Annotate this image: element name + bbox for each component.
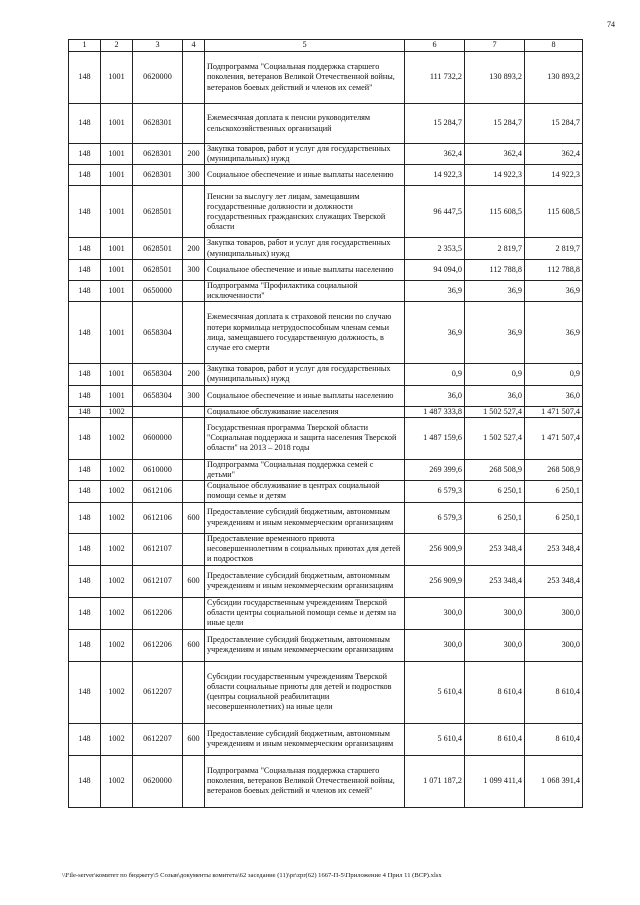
ministry-code-cell: 148 (69, 417, 101, 459)
amount-year2-cell: 1 502 527,4 (465, 417, 525, 459)
target-article-cell: 0650000 (133, 280, 183, 301)
column-number-row (69, 40, 583, 52)
target-article-cell: 0628301 (133, 144, 183, 165)
amount-year1-cell: 256 909,9 (405, 565, 465, 597)
table-row (69, 385, 583, 406)
column-number-4: 4 (183, 40, 205, 52)
description-cell: Ежемесячная доплата к пенсии руководителям сельскохозяйственных организаций (205, 104, 405, 144)
description-cell: Предоставление временного приюта несовершеннолетним в социальных приютах для детей и подростков (205, 533, 405, 565)
target-article-cell: 0658304 (133, 302, 183, 364)
description-cell: Социальное обеспечение и иные выплаты населению (205, 165, 405, 186)
table-row (69, 755, 583, 807)
target-article-cell: 0600000 (133, 417, 183, 459)
amount-year2-cell: 8 610,4 (465, 661, 525, 723)
ministry-code-cell: 148 (69, 280, 101, 301)
section-code-cell: 1002 (101, 565, 133, 597)
amount-year1-cell: 36,0 (405, 385, 465, 406)
column-number-6: 6 (405, 40, 465, 52)
target-article-cell: 0612106 (133, 502, 183, 533)
amount-year3-cell: 115 608,5 (525, 186, 583, 238)
table-row (69, 565, 583, 597)
amount-year3-cell: 268 508,9 (525, 459, 583, 480)
table-row (69, 165, 583, 186)
section-code-cell: 1002 (101, 597, 133, 629)
amount-year2-cell: 112 788,8 (465, 259, 525, 280)
amount-year2-cell: 0,9 (465, 364, 525, 385)
expense-type-cell (183, 280, 205, 301)
amount-year1-cell: 5 610,4 (405, 661, 465, 723)
target-article-cell: 0620000 (133, 52, 183, 104)
description-cell: Предоставление субсидий бюджетным, автономным учреждениям и иным некоммерческим организациям (205, 565, 405, 597)
expense-type-cell (183, 661, 205, 723)
section-code-cell: 1002 (101, 406, 133, 417)
table-row (69, 459, 583, 480)
ministry-code-cell: 148 (69, 502, 101, 533)
amount-year3-cell: 8 610,4 (525, 661, 583, 723)
column-number-1: 1 (69, 40, 101, 52)
section-code-cell: 1001 (101, 52, 133, 104)
description-cell: Подпрограмма "Социальная поддержка семей с детьми" (205, 459, 405, 480)
expense-type-cell: 200 (183, 364, 205, 385)
target-article-cell: 0658304 (133, 364, 183, 385)
section-code-cell: 1002 (101, 502, 133, 533)
table-row (69, 481, 583, 502)
amount-year2-cell: 300,0 (465, 629, 525, 661)
amount-year1-cell: 1 487 159,6 (405, 417, 465, 459)
amount-year3-cell: 253 348,4 (525, 565, 583, 597)
amount-year3-cell: 300,0 (525, 629, 583, 661)
amount-year1-cell: 36,9 (405, 280, 465, 301)
ministry-code-cell: 148 (69, 302, 101, 364)
target-article-cell: 0612107 (133, 565, 183, 597)
amount-year3-cell: 130 893,2 (525, 52, 583, 104)
amount-year3-cell: 1 068 391,4 (525, 755, 583, 807)
target-article-cell: 0628501 (133, 238, 183, 259)
amount-year2-cell: 268 508,9 (465, 459, 525, 480)
expense-type-cell (183, 52, 205, 104)
ministry-code-cell: 148 (69, 661, 101, 723)
description-cell: Закупка товаров, работ и услуг для государственных (муниципальных) нужд (205, 238, 405, 259)
ministry-code-cell: 148 (69, 238, 101, 259)
amount-year3-cell: 36,0 (525, 385, 583, 406)
table-row (69, 502, 583, 533)
column-number-3: 3 (133, 40, 183, 52)
target-article-cell: 0658304 (133, 385, 183, 406)
expense-type-cell: 300 (183, 165, 205, 186)
expense-type-cell (183, 597, 205, 629)
ministry-code-cell: 148 (69, 186, 101, 238)
ministry-code-cell: 148 (69, 165, 101, 186)
amount-year2-cell: 300,0 (465, 597, 525, 629)
amount-year3-cell: 6 250,1 (525, 502, 583, 533)
description-cell: Закупка товаров, работ и услуг для государственных (муниципальных) нужд (205, 364, 405, 385)
amount-year1-cell: 0,9 (405, 364, 465, 385)
target-article-cell: 0628301 (133, 165, 183, 186)
amount-year1-cell: 300,0 (405, 629, 465, 661)
amount-year2-cell: 14 922,3 (465, 165, 525, 186)
column-number-5: 5 (205, 40, 405, 52)
amount-year3-cell: 253 348,4 (525, 533, 583, 565)
amount-year2-cell: 36,9 (465, 280, 525, 301)
amount-year3-cell: 15 284,7 (525, 104, 583, 144)
section-code-cell: 1001 (101, 302, 133, 364)
amount-year2-cell: 2 819,7 (465, 238, 525, 259)
amount-year3-cell: 36,9 (525, 302, 583, 364)
expense-type-cell: 600 (183, 629, 205, 661)
section-code-cell: 1002 (101, 755, 133, 807)
section-code-cell: 1001 (101, 238, 133, 259)
section-code-cell: 1001 (101, 104, 133, 144)
description-cell: Социальное обеспечение и иные выплаты населению (205, 259, 405, 280)
page-number: 74 (607, 20, 615, 29)
expense-type-cell (183, 533, 205, 565)
amount-year3-cell: 300,0 (525, 597, 583, 629)
budget-table (68, 39, 583, 808)
ministry-code-cell: 148 (69, 364, 101, 385)
target-article-cell: 0612207 (133, 661, 183, 723)
description-cell: Пенсии за выслугу лет лицам, замещавшим государственные должности и должности государственных гражданских служащих Тверской области (205, 186, 405, 238)
description-cell: Социальное обслуживание в центрах социальной помощи семье и детям (205, 481, 405, 502)
target-article-cell (133, 406, 183, 417)
description-cell: Государственная программа Тверской области "Социальная поддержка и защита населения Тверской области" на 2013 – 2018 годы (205, 417, 405, 459)
section-code-cell: 1002 (101, 629, 133, 661)
description-cell: Предоставление субсидий бюджетным, автономным учреждениям и иным некоммерческим организациям (205, 723, 405, 755)
table-row (69, 238, 583, 259)
amount-year2-cell: 15 284,7 (465, 104, 525, 144)
amount-year2-cell: 36,9 (465, 302, 525, 364)
ministry-code-cell: 148 (69, 406, 101, 417)
ministry-code-cell: 148 (69, 259, 101, 280)
description-cell: Субсидии государственным учреждениям Тверской области социальные приюты для детей и подростков (центры социальной реабилитации несовершеннолетних) на иные цели (205, 661, 405, 723)
table-row (69, 406, 583, 417)
amount-year3-cell: 2 819,7 (525, 238, 583, 259)
column-number-8: 8 (525, 40, 583, 52)
section-code-cell: 1002 (101, 481, 133, 502)
table-row (69, 417, 583, 459)
target-article-cell: 0612106 (133, 481, 183, 502)
footer-file-path: \\File-server\комитет по бюджету\5 Созыв\документы комитета\62 заседание (11)\pr\zpr(62) 1667-П-5\Приложение 4 Прил 11 (ВСР).xlsx (62, 872, 442, 879)
expense-type-cell (183, 406, 205, 417)
target-article-cell: 0628501 (133, 259, 183, 280)
description-cell: Закупка товаров, работ и услуг для государственных (муниципальных) нужд (205, 144, 405, 165)
table-row (69, 364, 583, 385)
section-code-cell: 1001 (101, 165, 133, 186)
description-cell: Предоставление субсидий бюджетным, автономным учреждениям и иным некоммерческим организациям (205, 502, 405, 533)
expense-type-cell (183, 186, 205, 238)
table-row (69, 723, 583, 755)
expense-type-cell: 300 (183, 385, 205, 406)
description-cell: Социальное обеспечение и иные выплаты населению (205, 385, 405, 406)
target-article-cell: 0612207 (133, 723, 183, 755)
amount-year3-cell: 8 610,4 (525, 723, 583, 755)
target-article-cell: 0620000 (133, 755, 183, 807)
amount-year2-cell: 1 099 411,4 (465, 755, 525, 807)
amount-year1-cell: 2 353,5 (405, 238, 465, 259)
amount-year3-cell: 1 471 507,4 (525, 417, 583, 459)
description-cell: Подпрограмма "Социальная поддержка старшего поколения, ветеранов Великой Отечественной войны, ветеранов боевых действий и членов их семей" (205, 52, 405, 104)
ministry-code-cell: 148 (69, 533, 101, 565)
target-article-cell: 0612107 (133, 533, 183, 565)
amount-year2-cell: 6 250,1 (465, 502, 525, 533)
amount-year1-cell: 96 447,5 (405, 186, 465, 238)
target-article-cell: 0612206 (133, 629, 183, 661)
target-article-cell: 0628301 (133, 104, 183, 144)
table-row (69, 302, 583, 364)
expense-type-cell: 200 (183, 238, 205, 259)
expense-type-cell (183, 104, 205, 144)
amount-year1-cell: 6 579,3 (405, 502, 465, 533)
description-cell: Социальное обслуживание населения (205, 406, 405, 417)
expense-type-cell (183, 417, 205, 459)
expense-type-cell: 200 (183, 144, 205, 165)
expense-type-cell: 300 (183, 259, 205, 280)
table-row (69, 52, 583, 104)
amount-year3-cell: 36,9 (525, 280, 583, 301)
target-article-cell: 0612206 (133, 597, 183, 629)
target-article-cell: 0628501 (133, 186, 183, 238)
amount-year1-cell: 362,4 (405, 144, 465, 165)
ministry-code-cell: 148 (69, 629, 101, 661)
ministry-code-cell: 148 (69, 565, 101, 597)
ministry-code-cell: 148 (69, 104, 101, 144)
ministry-code-cell: 148 (69, 597, 101, 629)
table-row (69, 280, 583, 301)
amount-year2-cell: 8 610,4 (465, 723, 525, 755)
table-row (69, 186, 583, 238)
table-row (69, 144, 583, 165)
amount-year2-cell: 115 608,5 (465, 186, 525, 238)
amount-year1-cell: 111 732,2 (405, 52, 465, 104)
amount-year1-cell: 300,0 (405, 597, 465, 629)
section-code-cell: 1001 (101, 385, 133, 406)
section-code-cell: 1002 (101, 723, 133, 755)
amount-year3-cell: 112 788,8 (525, 259, 583, 280)
section-code-cell: 1002 (101, 533, 133, 565)
ministry-code-cell: 148 (69, 52, 101, 104)
expense-type-cell (183, 459, 205, 480)
table-row (69, 533, 583, 565)
description-cell: Предоставление субсидий бюджетным, автономным учреждениям и иным некоммерческим организациям (205, 629, 405, 661)
table-row (69, 259, 583, 280)
amount-year3-cell: 0,9 (525, 364, 583, 385)
expense-type-cell: 600 (183, 723, 205, 755)
amount-year1-cell: 256 909,9 (405, 533, 465, 565)
section-code-cell: 1002 (101, 459, 133, 480)
section-code-cell: 1002 (101, 417, 133, 459)
description-cell: Субсидии государственным учреждениям Тверской области центры социальной помощи семье и детям на иные цели (205, 597, 405, 629)
amount-year1-cell: 14 922,3 (405, 165, 465, 186)
description-cell: Подпрограмма "Профилактика социальной исключенности" (205, 280, 405, 301)
ministry-code-cell: 148 (69, 144, 101, 165)
section-code-cell: 1001 (101, 144, 133, 165)
amount-year3-cell: 6 250,1 (525, 481, 583, 502)
column-number-2: 2 (101, 40, 133, 52)
amount-year2-cell: 130 893,2 (465, 52, 525, 104)
target-article-cell: 0610000 (133, 459, 183, 480)
amount-year2-cell: 6 250,1 (465, 481, 525, 502)
amount-year1-cell: 6 579,3 (405, 481, 465, 502)
amount-year1-cell: 269 399,6 (405, 459, 465, 480)
description-cell: Подпрограмма "Социальная поддержка старшего поколения, ветеранов Великой Отечественной войны, ветеранов боевых действий и членов их семей" (205, 755, 405, 807)
expense-type-cell (183, 302, 205, 364)
section-code-cell: 1001 (101, 186, 133, 238)
section-code-cell: 1001 (101, 364, 133, 385)
ministry-code-cell: 148 (69, 723, 101, 755)
amount-year3-cell: 1 471 507,4 (525, 406, 583, 417)
amount-year1-cell: 15 284,7 (405, 104, 465, 144)
ministry-code-cell: 148 (69, 755, 101, 807)
section-code-cell: 1001 (101, 259, 133, 280)
amount-year1-cell: 94 094,0 (405, 259, 465, 280)
section-code-cell: 1002 (101, 661, 133, 723)
table-row (69, 661, 583, 723)
column-number-7: 7 (465, 40, 525, 52)
section-code-cell: 1001 (101, 280, 133, 301)
amount-year1-cell: 5 610,4 (405, 723, 465, 755)
amount-year2-cell: 253 348,4 (465, 533, 525, 565)
expense-type-cell (183, 481, 205, 502)
amount-year2-cell: 253 348,4 (465, 565, 525, 597)
amount-year2-cell: 1 502 527,4 (465, 406, 525, 417)
amount-year3-cell: 362,4 (525, 144, 583, 165)
ministry-code-cell: 148 (69, 481, 101, 502)
amount-year1-cell: 1 071 187,2 (405, 755, 465, 807)
amount-year2-cell: 36,0 (465, 385, 525, 406)
table-row (69, 597, 583, 629)
expense-type-cell: 600 (183, 565, 205, 597)
ministry-code-cell: 148 (69, 385, 101, 406)
table-row (69, 629, 583, 661)
amount-year1-cell: 36,9 (405, 302, 465, 364)
expense-type-cell: 600 (183, 502, 205, 533)
expense-type-cell (183, 755, 205, 807)
table-row (69, 104, 583, 144)
ministry-code-cell: 148 (69, 459, 101, 480)
amount-year1-cell: 1 487 333,8 (405, 406, 465, 417)
amount-year2-cell: 362,4 (465, 144, 525, 165)
description-cell: Ежемесячная доплата к страховой пенсии по случаю потери кормильца нетрудоспособным членам семьи лица, замещавшего государственную должность, в случае его смерти (205, 302, 405, 364)
amount-year3-cell: 14 922,3 (525, 165, 583, 186)
